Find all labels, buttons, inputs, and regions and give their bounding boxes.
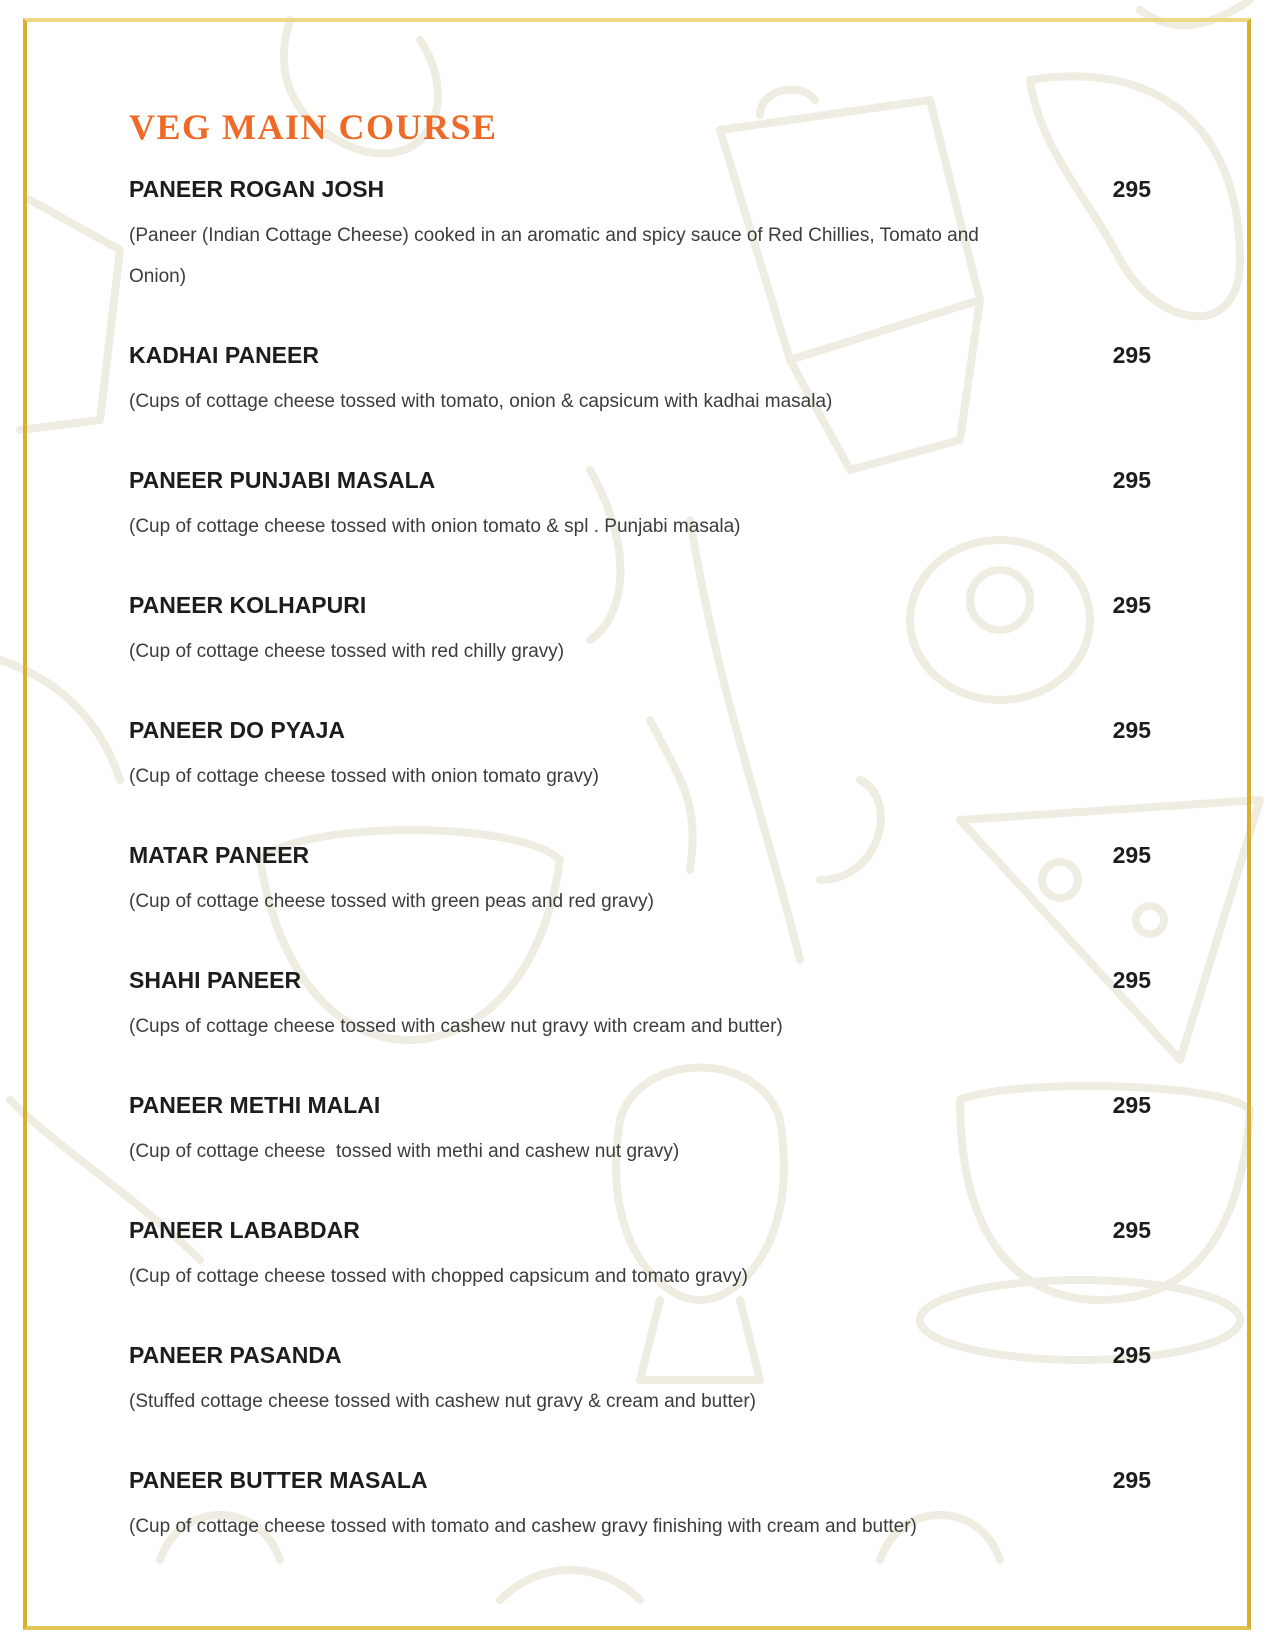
menu-item-price: 295: [1112, 467, 1151, 493]
menu-item-price: 295: [1112, 1467, 1151, 1493]
menu-item-header: [129, 172, 1151, 206]
menu-item-description: (Cup of cottage cheese tossed with green peas and red gravy): [129, 891, 654, 912]
menu-item-price: 295: [1112, 1342, 1151, 1368]
menu-item-name: PANEER KOLHAPURI: [129, 592, 367, 618]
menu-item-name: KADHAI PANEER: [129, 342, 319, 368]
menu-item-price: 295: [1112, 842, 1151, 868]
menu-item-description: (Cup of cottage cheese tossed with tomato and cashew gravy finishing with cream and butter): [129, 1516, 917, 1537]
menu-item-description: (Stuffed cottage cheese tossed with cashew nut gravy & cream and butter): [129, 1391, 756, 1412]
menu-item-price: 295: [1112, 176, 1151, 202]
menu-item: [129, 338, 1151, 463]
menu-item-price: 295: [1112, 717, 1151, 743]
menu-item-name: PANEER BUTTER MASALA: [129, 1467, 428, 1493]
menu-item-header: [129, 713, 1151, 747]
menu-item-description: (Paneer (Indian Cottage Cheese) cooked in an aromatic and spicy sauce of Red Chillies, Tomato and Onion): [129, 225, 985, 287]
menu-item-description: (Cup of cottage cheese tossed with methi and cashew nut gravy): [129, 1141, 680, 1162]
menu-item-price: 295: [1112, 592, 1151, 618]
menu-item-name: PANEER PASANDA: [129, 1342, 342, 1368]
menu-item: [129, 588, 1151, 713]
menu-page: [129, 103, 1151, 1588]
menu-item-price: 295: [1112, 342, 1151, 368]
menu-item: [129, 838, 1151, 963]
menu-item-header: [129, 463, 1151, 497]
menu-item-description: (Cups of cottage cheese tossed with cashew nut gravy with cream and butter): [129, 1016, 783, 1037]
menu-item-name: PANEER LABABDAR: [129, 1217, 360, 1243]
menu-item: [129, 1463, 1151, 1588]
menu-item-header: [129, 588, 1151, 622]
menu-item-header: [129, 338, 1151, 372]
menu-item: [129, 172, 1151, 338]
menu-item-name: PANEER PUNJABI MASALA: [129, 467, 436, 493]
menu-item-price: 295: [1112, 967, 1151, 993]
menu-item-header: [129, 1213, 1151, 1247]
menu-item-name: PANEER ROGAN JOSH: [129, 176, 385, 202]
menu-item: [129, 713, 1151, 838]
menu-item-header: [129, 963, 1151, 997]
menu-item-name: MATAR PANEER: [129, 842, 310, 868]
menu-item-header: [129, 838, 1151, 872]
menu-item-description: (Cups of cottage cheese tossed with tomato, onion & capsicum with kadhai masala): [129, 391, 833, 412]
menu-item-name: SHAHI PANEER: [129, 967, 302, 993]
section-title: VEG MAIN COURSE: [129, 107, 498, 147]
menu-item: [129, 463, 1151, 588]
menu-item: [129, 963, 1151, 1088]
menu-item-description: (Cup of cottage cheese tossed with chopped capsicum and tomato gravy): [129, 1266, 748, 1287]
menu-item-description: (Cup of cottage cheese tossed with onion tomato gravy): [129, 766, 599, 787]
menu-item-header: [129, 1338, 1151, 1372]
menu-item: [129, 1213, 1151, 1338]
menu-item: [129, 1338, 1151, 1463]
menu-item-name: PANEER DO PYAJA: [129, 717, 346, 743]
menu-item-price: 295: [1112, 1092, 1151, 1118]
menu-item-price: 295: [1112, 1217, 1151, 1243]
menu-item-name: PANEER METHI MALAI: [129, 1092, 381, 1118]
menu-item-header: [129, 1088, 1151, 1122]
menu-item-header: [129, 1463, 1151, 1497]
menu-item-description: (Cup of cottage cheese tossed with onion tomato & spl . Punjabi masala): [129, 516, 741, 537]
menu-item: [129, 1088, 1151, 1213]
menu-item-description: (Cup of cottage cheese tossed with red chilly gravy): [129, 641, 565, 662]
